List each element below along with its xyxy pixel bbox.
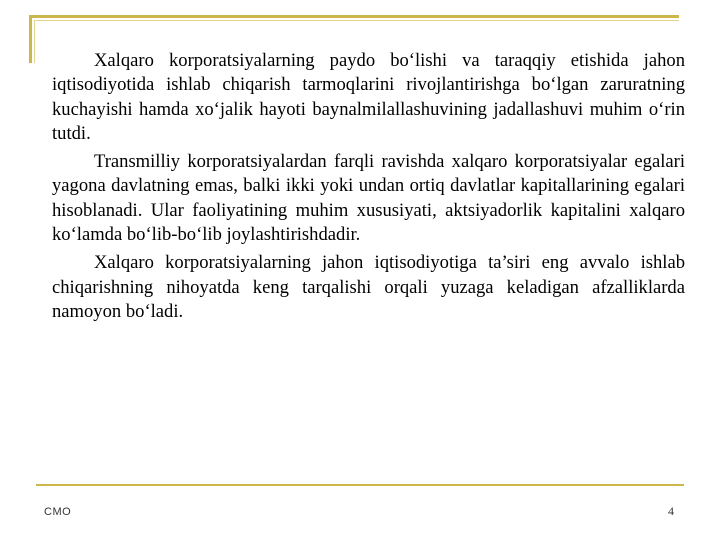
page-number: 4 — [668, 504, 674, 518]
footer-rule — [36, 484, 684, 486]
paragraph-2: Transmilliy korporatsiyalardan farqli ravishda xalqaro korporatsiyalar egalari yagona davlatning emas, balki ikki yoki undan ortiq davlatlar kapitallarining egalari hisoblanadi. Ular faoliyatining muhim xususiyati, aktsiyadorlik kapitalini xalqaro ko‘lamda bo‘lib-bo‘lib joylashtirishdadir. — [52, 151, 685, 246]
footer-label: CMO — [44, 506, 72, 518]
frame-top-rule — [29, 15, 679, 18]
slide-body — [52, 49, 685, 328]
paragraph-1: Xalqaro korporatsiyalarning paydo bo‘lishi va taraqqiy etishida jahon iqtisodiyotida ishlab chiqarish tarmoqlarini rivojlantirishga bo‘lgan zaruratning kuchayishi hamda xo‘jalik hayoti baynalmilallashuvining jadallashuvi muhim o‘rin tutdi. — [52, 50, 685, 144]
frame-top-inner-rule — [34, 20, 679, 21]
paragraph-3: Xalqaro korporatsiyalarning jahon iqtisodiyotiga ta’siri eng avvalo ishlab chiqarishning nihoyatda keng tarqalishi orqali yuzaga keladigan afzalliklarda namoyon bo‘ladi. — [52, 252, 685, 322]
frame-left-inner-rule — [34, 20, 35, 63]
frame-left-rule — [29, 15, 32, 63]
